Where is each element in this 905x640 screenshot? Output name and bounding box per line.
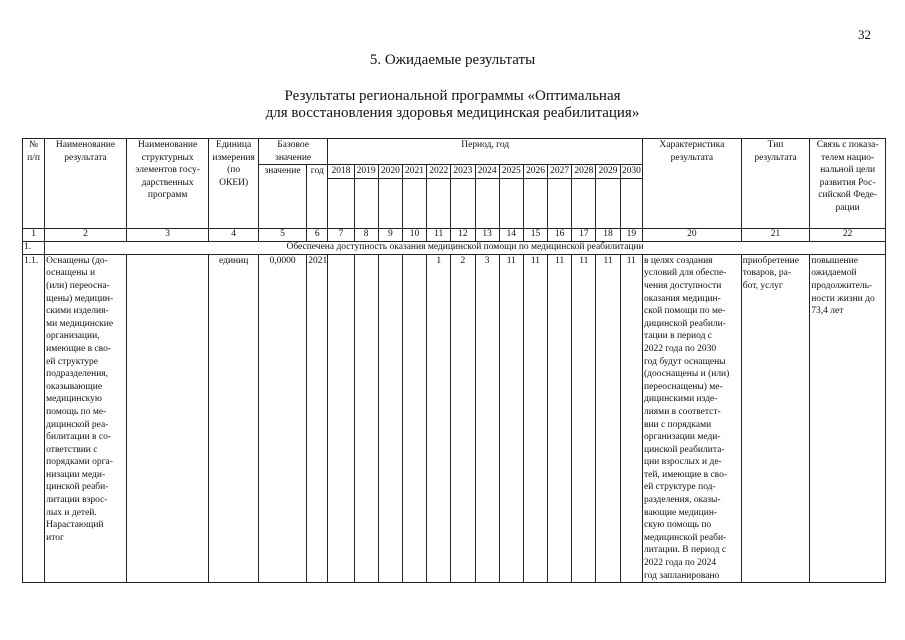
row-year-value [354,254,378,582]
row-year-value: 11 [572,254,596,582]
header-link: Связь с показа- телем нацио- нальной цели развития Рос- сийской Феде- рации [810,139,886,229]
column-index: 3 [126,228,209,241]
row-year-value: 11 [499,254,523,582]
section-title-cell: Обеспечена доступность оказания медицинской помощи по медицинской реабилитации [45,241,886,254]
header-year-spacer [596,178,620,228]
header-year: 2021 [402,165,426,179]
column-index: 19 [620,228,642,241]
row-name: Оснащены (до- оснащены и (или) переосна- щены) медицин- скими изделия- ми медицинские организации, имеющие в сво- ей структуре подразделения, оказывающие медицинскую помощь по ме- дицинской реа- билитации в со- ответствии с порядками орга- низации меди- цинской реаби- литации взрос- лых и детей. Нарастающий итог [45,254,127,582]
column-index: 6 [307,228,328,241]
header-struct: Наименование структурных элементов госу- дарственных программ [126,139,209,229]
row-year-value [378,254,402,582]
header-year: 2020 [378,165,402,179]
header-year: 2029 [596,165,620,179]
row-link: повышение ожидаемой продолжитель- ности жизни до 73,4 лет [810,254,886,582]
row-type: приобретение товаров, ра- бот, услуг [741,254,810,582]
header-year-spacer [328,178,354,228]
column-index: 21 [741,228,810,241]
header-period: Период, год [328,139,643,165]
document-subtitle [0,88,905,122]
row-year-value: 3 [475,254,499,582]
column-index: 13 [475,228,499,241]
row-year-value: 11 [523,254,547,582]
header-year-spacer [523,178,547,228]
header-type: Тип результата [741,139,810,229]
column-index: 20 [642,228,741,241]
row-year-value: 1 [427,254,451,582]
header-characteristic: Характеристика результата [642,139,741,229]
header-year: 2019 [354,165,378,179]
column-index: 10 [402,228,426,241]
row-year-value: 11 [596,254,620,582]
column-index: 1 [23,228,45,241]
header-year-spacer [572,178,596,228]
row-characteristic: в целях создания условий для обеспе- чения доступности оказания медицин- ской помощи по ме- дицинской реабили- тации в период с 2022 года по 2030 год будут оснащены (дооснащены и (или) переоснащены) ме- дицинскими изде- лиями в соответст- вии с порядками организации меди- цинской реабилита- ции взрослых и де- тей, имеющие в сво- ей структуре под- разделения, оказы- вающие медицин- скую помощь по медицинской реаби- литации. В период с 2022 года по 2024 год запланировано [642,254,741,582]
column-index: 8 [354,228,378,241]
column-index-row [23,228,886,241]
column-index: 11 [427,228,451,241]
column-index: 2 [45,228,127,241]
header-year-spacer [451,178,475,228]
column-index: 4 [209,228,258,241]
row-struct [126,254,209,582]
results-table [22,138,886,583]
header-year: 2025 [499,165,523,179]
column-index: 9 [378,228,402,241]
header-year: 2027 [548,165,572,179]
column-index: 16 [548,228,572,241]
header-year: 2028 [572,165,596,179]
subtitle-line-2: для восстановления здоровья медицинская реабилитация» [265,105,640,121]
row-year-value: 2 [451,254,475,582]
header-num: № п/п [23,139,45,229]
column-index: 15 [523,228,547,241]
header-year-spacer [378,178,402,228]
header-year: 2022 [427,165,451,179]
header-year: 2030 [620,165,642,179]
subtitle-line-1: Результаты региональной программы «Оптимальная [284,88,621,104]
header-year-spacer [475,178,499,228]
row-year-value: 11 [620,254,642,582]
column-index: 17 [572,228,596,241]
header-year-spacer [499,178,523,228]
header-year-spacer [402,178,426,228]
row-base-year: 2021 [307,254,328,582]
row-unit: единиц [209,254,258,582]
column-index: 22 [810,228,886,241]
header-base: Базовое значение [258,139,328,165]
column-index: 18 [596,228,620,241]
section-num: 1. [23,241,45,254]
row-base-value: 0,0000 [258,254,306,582]
column-index: 7 [328,228,354,241]
header-year: 2026 [523,165,547,179]
section-row [23,241,886,254]
column-index: 5 [258,228,306,241]
header-name: Наименование результата [45,139,127,229]
row-year-value [402,254,426,582]
header-year-spacer [427,178,451,228]
header-year: 2023 [451,165,475,179]
table-row [23,254,886,582]
header-year: 2018 [328,165,354,179]
header-unit: Единица измерения (по ОКЕИ) [209,139,258,229]
header-year-spacer [620,178,642,228]
header-base-year: год [307,165,328,229]
column-index: 12 [451,228,475,241]
row-year-value [328,254,354,582]
section-title: 5. Ожидаемые результаты [369,52,536,68]
header-year: 2024 [475,165,499,179]
column-index: 14 [499,228,523,241]
header-year-spacer [548,178,572,228]
row-num: 1.1. [23,254,45,582]
header-base-value: значение [258,165,306,229]
row-year-value: 11 [548,254,572,582]
page-number: 32 [858,27,871,42]
header-row-1 [23,139,886,165]
header-year-spacer [354,178,378,228]
